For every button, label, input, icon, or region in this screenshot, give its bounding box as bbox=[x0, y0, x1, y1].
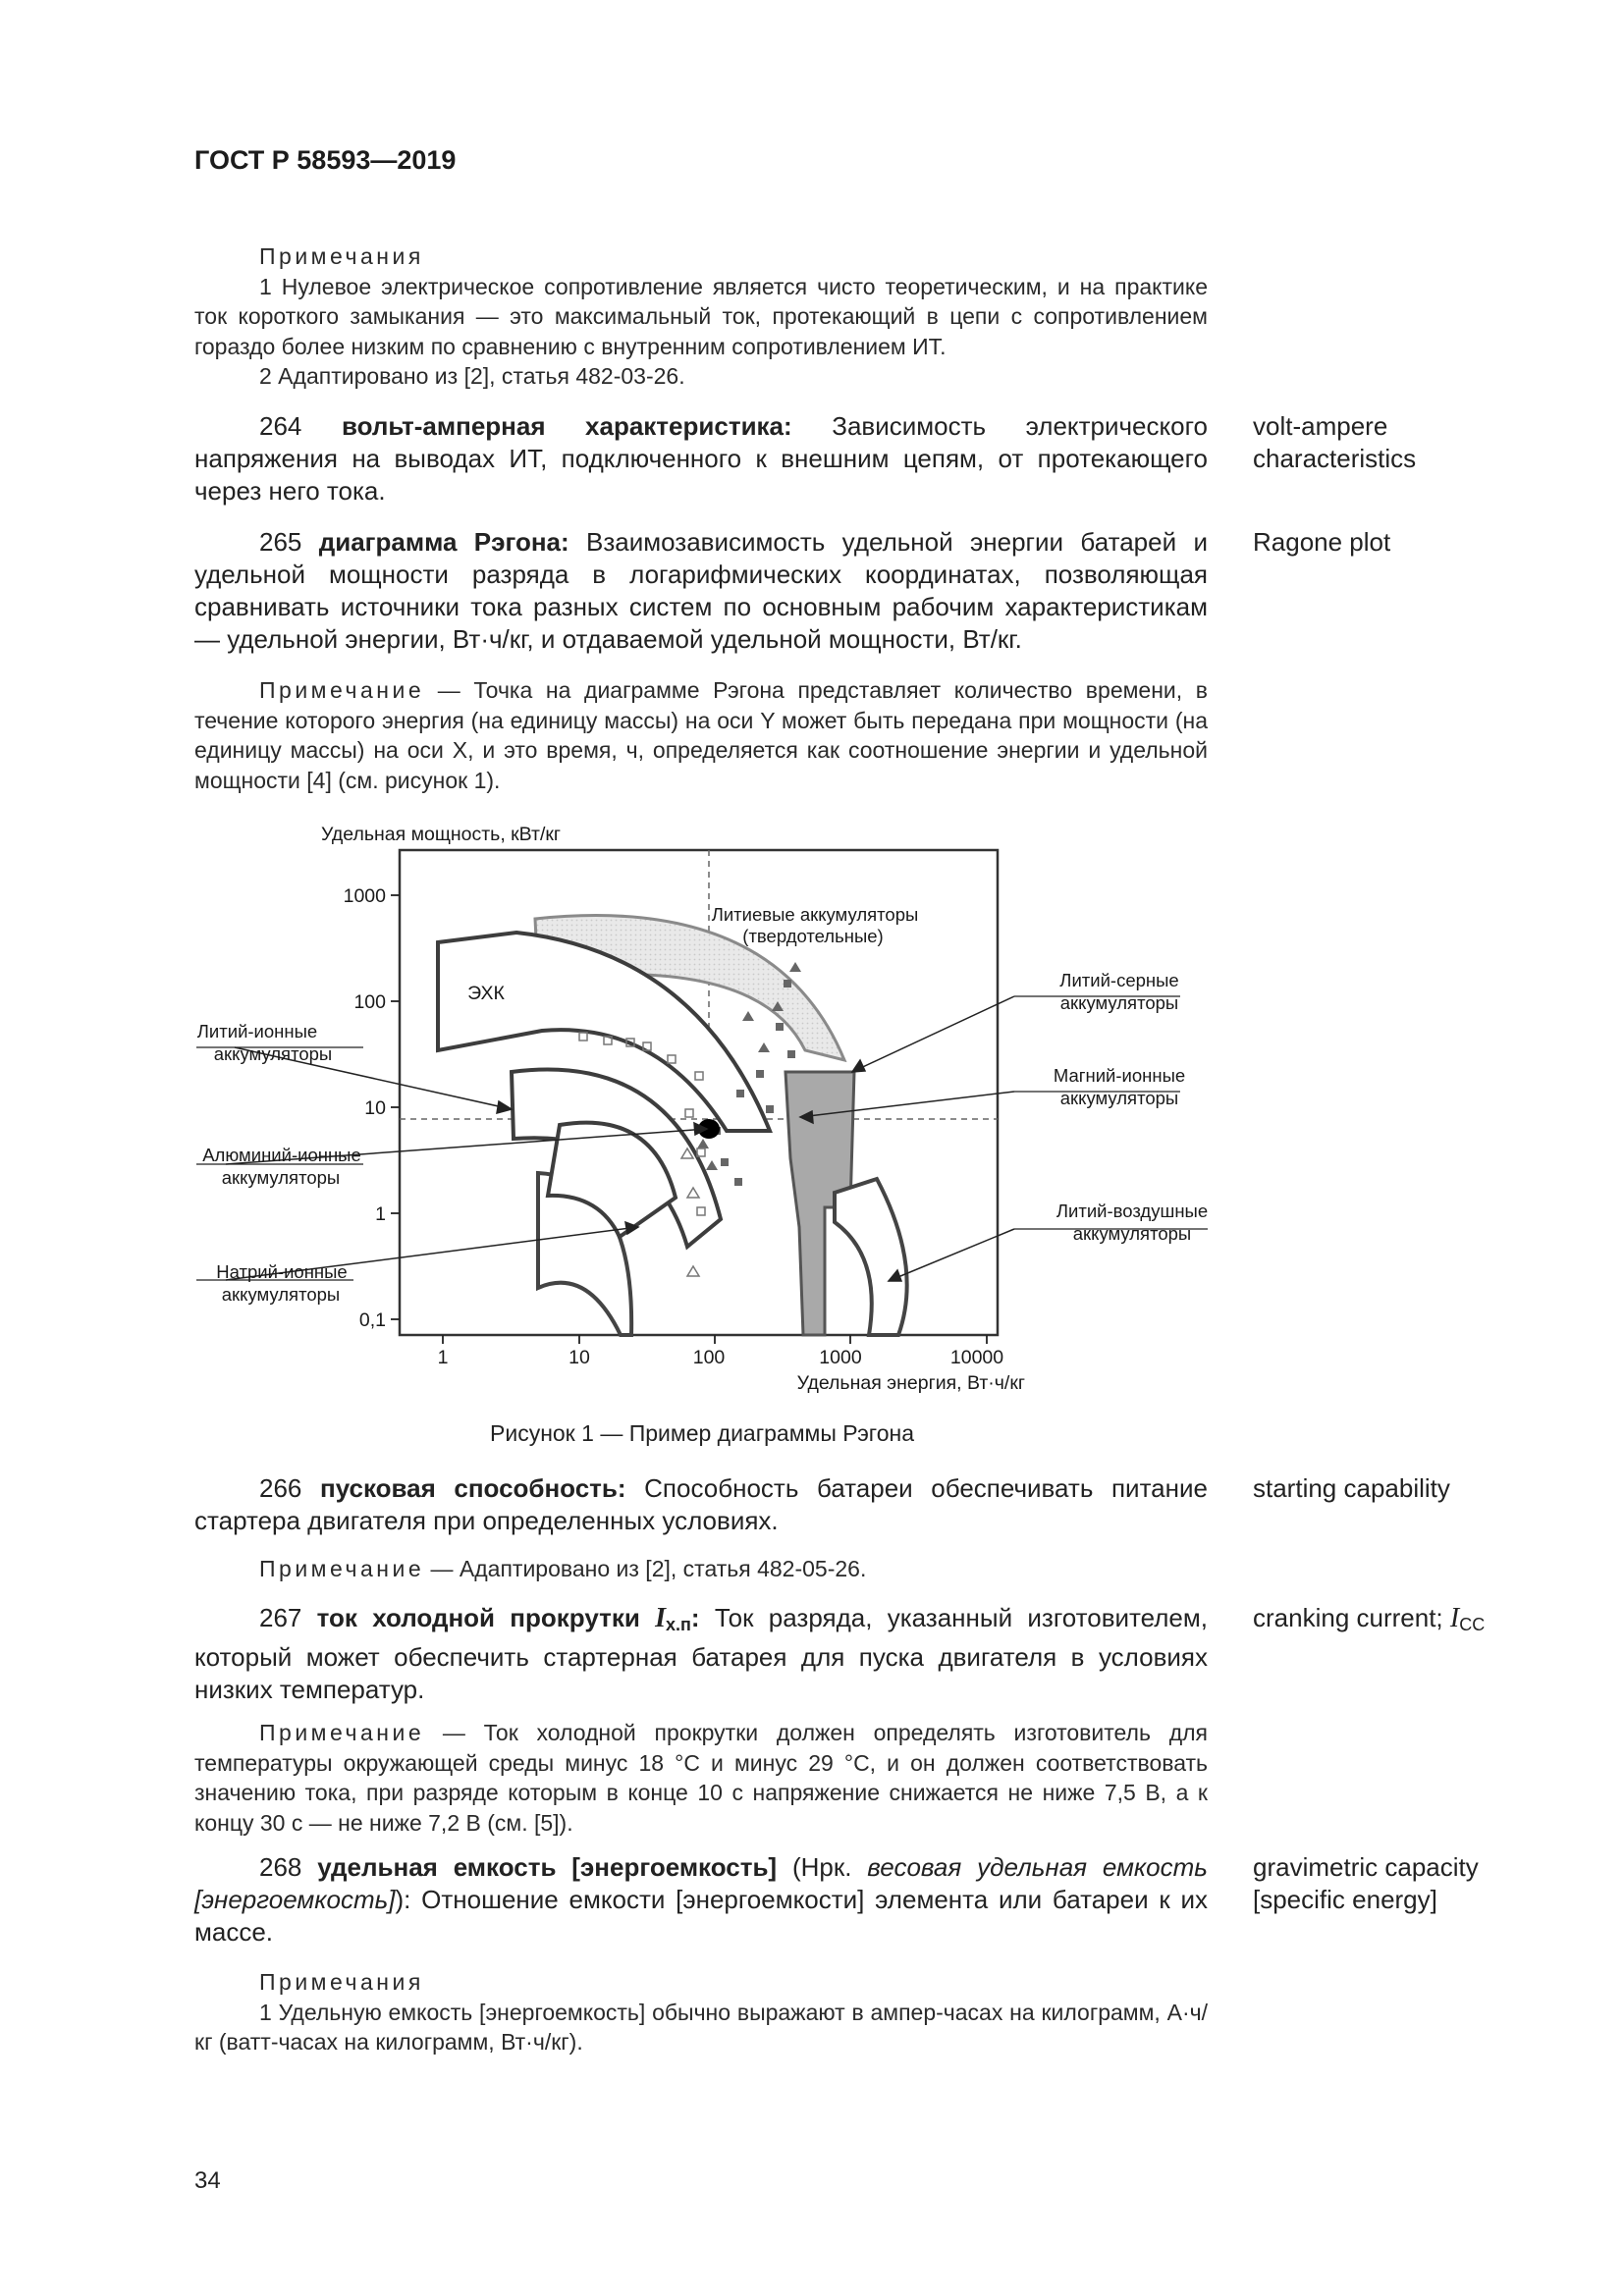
term-266-english: starting capability bbox=[1253, 1473, 1450, 1503]
note-2: 2 Адаптировано из [2], статья 482-03-26. bbox=[259, 363, 685, 389]
notes-top bbox=[194, 241, 1208, 392]
label-li-solid-2: (твердотельные) bbox=[742, 926, 884, 946]
document-header: ГОСТ Р 58593—2019 bbox=[194, 145, 457, 175]
term-265: 265 диаграмма Рэгона: Взаимозависимость удельной энергии батарей и удельной мощности разряда в логарифмических координатах, позволяющая сравнивать источники тока разных систем по основным рабочим характеристикам — удельной энергии, Вт·ч/кг, и отдаваемой удельной мощности, Вт/кг. bbox=[194, 527, 1208, 654]
x-axis-label: Удельная энергия, Вт·ч/кг bbox=[796, 1372, 1025, 1394]
label-eck: ЭХК bbox=[467, 983, 505, 1004]
note-1: 1 Нулевое электрическое сопротивление является чисто теоретическим, и на практике ток короткого замыкания — это максимальный ток, протекающий в цепи с сопротивлением гораздо более низким по сравнению с внутренним сопротивлением ИТ. bbox=[194, 273, 1208, 359]
x-tick-label: 100 bbox=[692, 1347, 726, 1368]
y-tick-label: 10 bbox=[364, 1097, 386, 1119]
term-266-note: Примечание — Адаптировано из [2], статья 482-05-26. bbox=[259, 1556, 867, 1581]
y-tick-label: 0,1 bbox=[358, 1309, 386, 1331]
label-na-1: Натрий-ионные bbox=[216, 1261, 348, 1282]
term-265-title: диаграмма Рэгона: bbox=[318, 527, 569, 557]
term-264: 264 вольт-амперная характеристика: Зависимость электрического напряжения на выводах ИТ, подключенного к внешним цепям, от протекающего через него тока. bbox=[194, 411, 1208, 506]
y-axis-label: Удельная мощность, кВт/кг bbox=[321, 824, 562, 845]
term-264-english: volt-ampere characteristics bbox=[1253, 411, 1417, 473]
label-al-2: аккумуляторы bbox=[221, 1167, 341, 1188]
label-mg-2: аккумуляторы bbox=[1059, 1088, 1179, 1108]
y-tick-label: 1 bbox=[375, 1203, 386, 1225]
x-tick-label: 1000 bbox=[819, 1347, 862, 1368]
term-264-title: вольт-амперная характеристика: bbox=[341, 411, 792, 441]
label-mg-1: Магний-ионные bbox=[1053, 1065, 1186, 1086]
term-268-notes: Примечания 1 Удельную емкость [энергоемкость] обычно выражают в ампер-часах на килограмм, А·ч/кг (ватт-часах на килограмм, Вт·ч/кг). bbox=[194, 1969, 1208, 2055]
x-tick-label: 10000 bbox=[949, 1347, 1004, 1368]
term-264-definition: Зависимость электрического напряжения на выводах ИТ, подключенного к внешним цепям, от протекающего через него тока. bbox=[194, 411, 1208, 506]
term-266-definition: Способность батареи обеспечивать питание стартера двигателя при определенных условиях. bbox=[194, 1473, 1208, 1535]
label-li-air-1: Литий-воздушные bbox=[1056, 1201, 1209, 1221]
term-268: 268 удельная емкость [энергоемкость] (Нрк. весовая удельная емкость [энергоемкость]): Отношение емкости [энергоемкости] элемента или батареи к их массе. bbox=[194, 1852, 1208, 1947]
term-268-title: удельная емкость [энергоемкость] bbox=[317, 1852, 778, 1882]
label-na-2: аккумуляторы bbox=[221, 1284, 341, 1305]
figure-caption: Рисунок 1 — Пример диаграммы Рэгона bbox=[490, 1420, 914, 1446]
label-li-solid-1: Литиевые аккумуляторы bbox=[711, 904, 919, 925]
label-li-air-2: аккумуляторы bbox=[1072, 1223, 1192, 1244]
y-tick-label: 100 bbox=[353, 991, 386, 1013]
term-267-title: ток холодной прокрутки bbox=[316, 1603, 640, 1632]
label-al-1: Алюминий-ионные bbox=[202, 1145, 361, 1165]
term-267-english: cranking current; $I_{CC}$ bbox=[1253, 1603, 1486, 1634]
page-number: 34 bbox=[194, 2167, 221, 2194]
term-265-english: Ragone plot bbox=[1253, 527, 1391, 557]
x-tick-label: 1 bbox=[437, 1347, 449, 1368]
term-265-definition: Взаимозависимость удельной энергии батарей и удельной мощности разряда в логарифмических координатах, позволяющая сравнивать источники тока разных систем по основным рабочим характеристикам — удельной энергии, Вт·ч/кг, и отдаваемой удельной мощности, Вт/кг. bbox=[194, 527, 1208, 654]
term-268-english: gravimetric capacity [specific energy] bbox=[1253, 1852, 1479, 1914]
label-li-s-1: Литий-серные bbox=[1059, 970, 1179, 990]
label-li-s-2: аккумуляторы bbox=[1059, 992, 1179, 1013]
term-267-definition: Ток разряда, указанный изготовителем, который может обеспечить стартерная батарея для пуска двигателя в условиях низких температур. bbox=[194, 1603, 1208, 1704]
term-267-note: Примечание — Ток холодной прокрутки должен определять изготовитель для температуры окружающей среды минус 18 °С и минус 29 °С, и он должен соответствовать значению тока, при разряде которым в конце 10 с напряжение снижается не ниже 7,5 В, а к концу 30 с — не ниже 7,2 В (см. [5]). bbox=[194, 1720, 1209, 1836]
notes-heading: Примечания bbox=[259, 243, 424, 269]
y-tick-label: 1000 bbox=[343, 885, 386, 907]
term-266: 266 пусковая способность: Способность батареи обеспечивать питание стартера двигателя при определенных условиях. bbox=[194, 1473, 1208, 1535]
ragone-chart bbox=[147, 815, 1237, 1404]
term-267: 267 ток холодной прокрутки $I_{х.п}$: Ток разряда, указанный изготовителем, который может обеспечить стартерная батарея для пуска двигателя в условиях низких температур. bbox=[194, 1603, 1208, 1704]
term-266-title: пусковая способность: bbox=[319, 1473, 626, 1503]
label-li-ion-1: Литий-ионные bbox=[196, 1021, 318, 1041]
label-li-ion-2: аккумуляторы bbox=[213, 1043, 333, 1064]
x-tick-label: 10 bbox=[568, 1347, 590, 1368]
term-265-note: Примечание — Точка на диаграмме Рэгона представляет количество времени, в течение которого энергия (на единицу массы) на оси Y может быть передана при мощности (на единицу массы) на оси X, и это время, ч, определяется как соотношение энергии и удельной мощности [4] (см. рисунок 1). bbox=[194, 677, 1209, 793]
